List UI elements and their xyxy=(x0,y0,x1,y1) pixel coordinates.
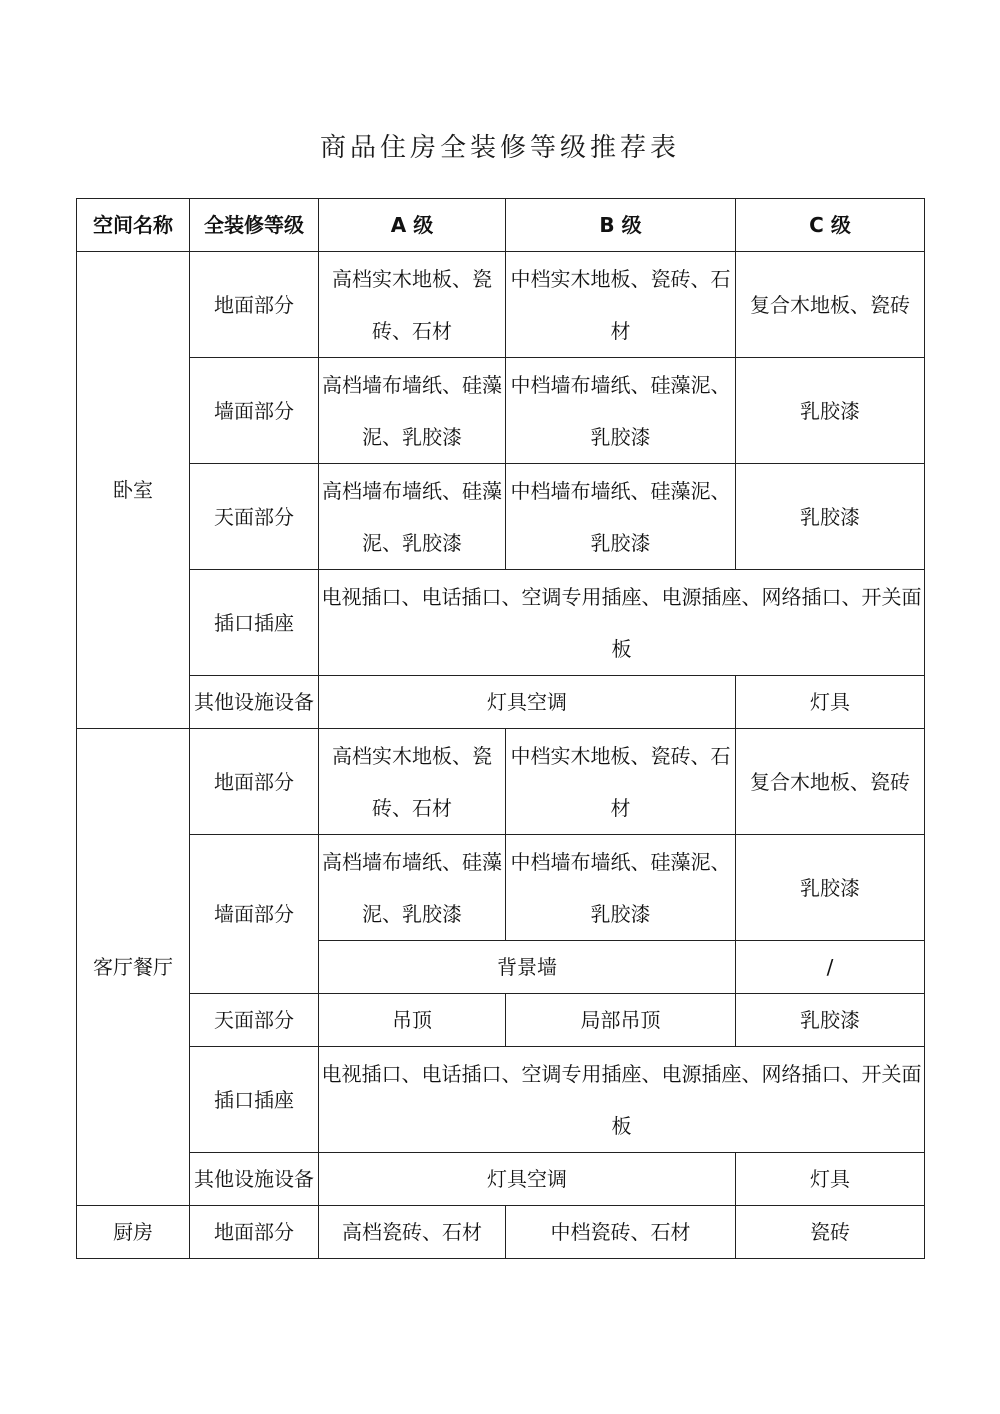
cell-b xyxy=(506,358,736,464)
cell-text: 中档墙布墙纸、硅藻泥、乳胶漆 xyxy=(510,849,731,926)
table-row xyxy=(77,358,925,464)
table-row xyxy=(77,570,925,676)
cell-text: 中档实木地板、瓷砖、石材 xyxy=(510,743,731,820)
cell-text: 中档实木地板、瓷砖、石材 xyxy=(510,266,731,343)
table-row xyxy=(77,835,925,941)
cell-all xyxy=(319,570,925,676)
cell-c: / xyxy=(736,941,925,994)
cell-ab: 背景墙 xyxy=(319,941,736,994)
cell-b xyxy=(506,729,736,835)
cell-a xyxy=(319,358,506,464)
cell-text: 高档墙布墙纸、硅藻泥、乳胶漆 xyxy=(322,372,502,449)
cell-a xyxy=(319,252,506,358)
cell-text: 中档墙布墙纸、硅藻泥、乳胶漆 xyxy=(510,478,731,555)
grade-table xyxy=(76,198,925,1259)
item-label: 地面部分 xyxy=(190,252,319,358)
cell-c: 乳胶漆 xyxy=(736,835,925,941)
item-label: 插口插座 xyxy=(190,570,319,676)
header-row xyxy=(77,199,925,252)
item-label: 插口插座 xyxy=(190,1047,319,1153)
cell-b xyxy=(506,464,736,570)
cell-b xyxy=(506,252,736,358)
cell-b: 局部吊顶 xyxy=(506,994,736,1047)
item-label: 墙面部分 xyxy=(190,358,319,464)
cell-text: 中档墙布墙纸、硅藻泥、乳胶漆 xyxy=(510,372,731,449)
item-label: 其他设施设备 xyxy=(190,1153,319,1206)
cell-text: 高档墙布墙纸、硅藻泥、乳胶漆 xyxy=(322,478,502,555)
table-row xyxy=(77,729,925,835)
header-grade-b: B 级 xyxy=(506,199,736,252)
cell-a: 吊顶 xyxy=(319,994,506,1047)
header-grade: 全装修等级 xyxy=(190,199,319,252)
space-living-dining: 客厅餐厅 xyxy=(77,729,190,1206)
header-space: 空间名称 xyxy=(77,199,190,252)
cell-a xyxy=(319,464,506,570)
table-row xyxy=(77,1047,925,1153)
item-label: 天面部分 xyxy=(190,464,319,570)
table-row xyxy=(77,1153,925,1206)
cell-text: 高档实木地板、瓷砖、石材 xyxy=(332,266,492,343)
cell-c: 灯具 xyxy=(736,1153,925,1206)
item-label: 其他设施设备 xyxy=(190,676,319,729)
cell-c: 瓷砖 xyxy=(736,1206,925,1259)
cell-c: 复合木地板、瓷砖 xyxy=(736,729,925,835)
table-row xyxy=(77,676,925,729)
cell-ab: 灯具空调 xyxy=(319,676,736,729)
cell-a: 高档瓷砖、石材 xyxy=(319,1206,506,1259)
space-kitchen: 厨房 xyxy=(77,1206,190,1259)
cell-b xyxy=(506,835,736,941)
table-row xyxy=(77,994,925,1047)
cell-all xyxy=(319,1047,925,1153)
item-label: 地面部分 xyxy=(190,1206,319,1259)
space-bedroom: 卧室 xyxy=(77,252,190,729)
cell-c: 乳胶漆 xyxy=(736,464,925,570)
table-row xyxy=(77,252,925,358)
table-row xyxy=(77,464,925,570)
item-label: 天面部分 xyxy=(190,994,319,1047)
cell-b: 中档瓷砖、石材 xyxy=(506,1206,736,1259)
item-label: 墙面部分 xyxy=(190,835,319,994)
table-row xyxy=(77,1206,925,1259)
cell-a xyxy=(319,729,506,835)
cell-c: 复合木地板、瓷砖 xyxy=(736,252,925,358)
item-label: 地面部分 xyxy=(190,729,319,835)
cell-text: 电视插口、电话插口、空调专用插座、电源插座、网络插口、开关面板 xyxy=(321,1061,922,1138)
cell-text: 高档实木地板、瓷砖、石材 xyxy=(332,743,492,820)
cell-c: 乳胶漆 xyxy=(736,358,925,464)
cell-ab: 灯具空调 xyxy=(319,1153,736,1206)
cell-text: 高档墙布墙纸、硅藻泥、乳胶漆 xyxy=(322,849,502,926)
cell-c: 乳胶漆 xyxy=(736,994,925,1047)
header-grade-c: C 级 xyxy=(736,199,925,252)
page-title: 商品住房全装修等级推荐表 xyxy=(319,133,680,163)
cell-c: 灯具 xyxy=(736,676,925,729)
header-grade-a: A 级 xyxy=(319,199,506,252)
cell-text: 电视插口、电话插口、空调专用插座、电源插座、网络插口、开关面板 xyxy=(321,584,922,661)
cell-a xyxy=(319,835,506,941)
